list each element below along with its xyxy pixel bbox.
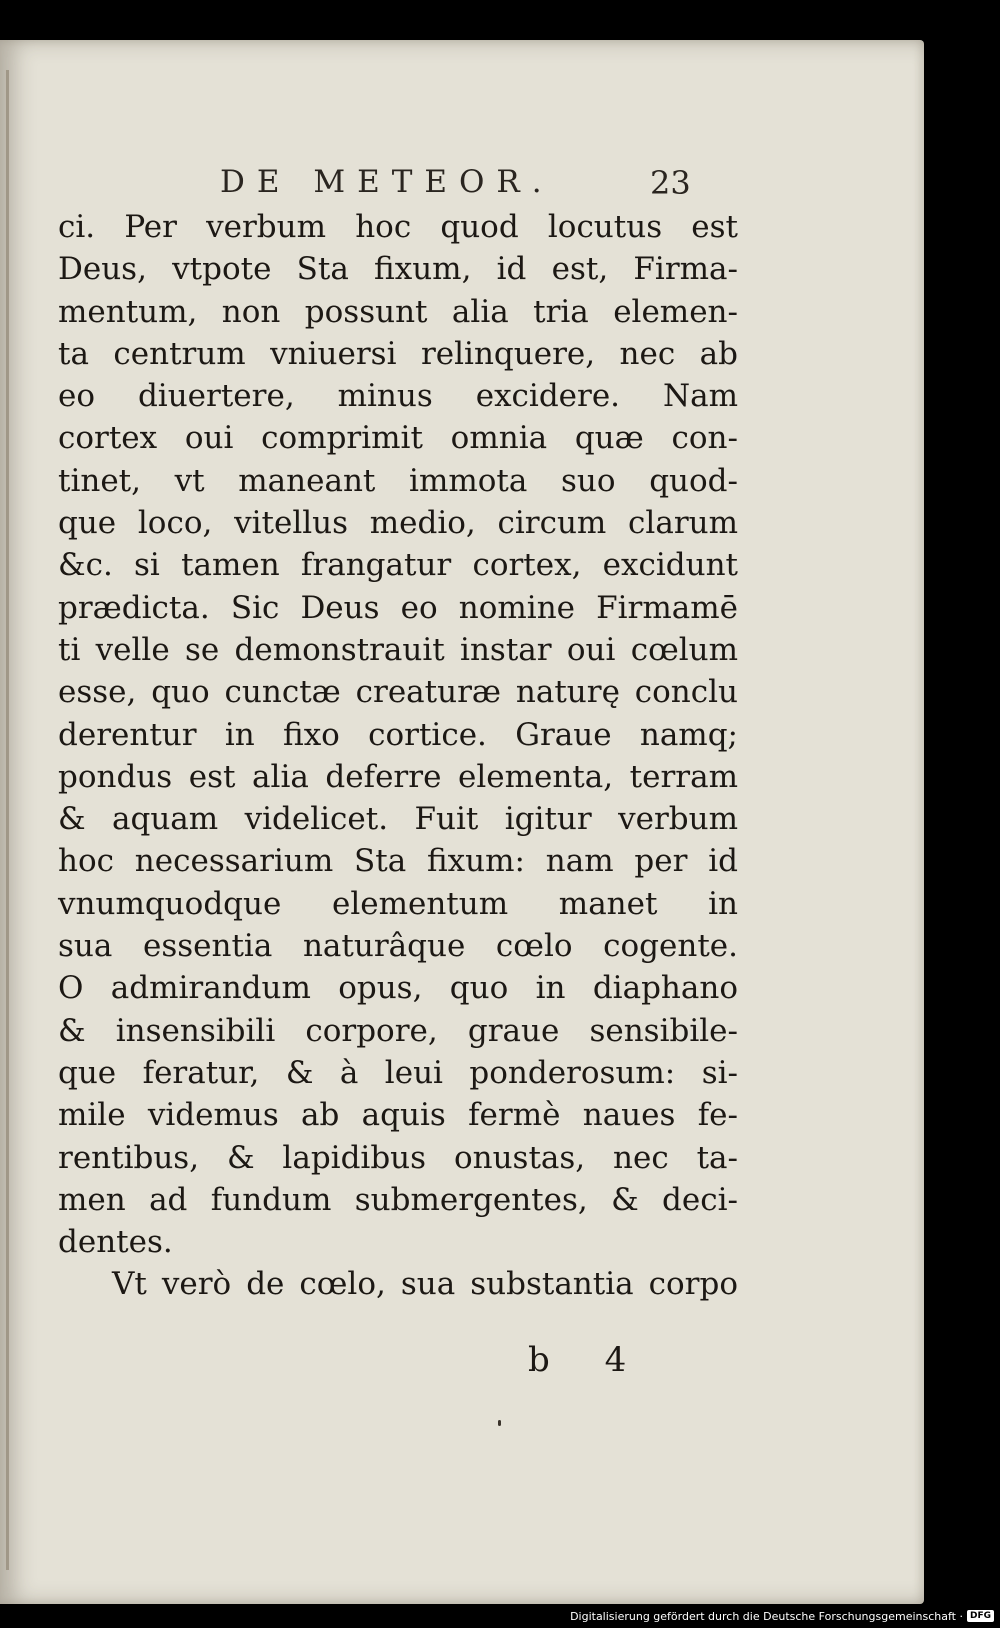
text-line: derentur in fixo cortice. Graue namq; <box>58 716 738 753</box>
ink-speck <box>498 1420 501 1426</box>
text-line: Deus, vtpote Sta fixum, id est, Firma- <box>58 251 738 288</box>
page-header <box>210 124 710 202</box>
text-line: & aquam videlicet. Fuit igitur verbum <box>58 801 738 838</box>
text-line: hoc necessarium Sta fixum: nam per id <box>58 843 738 880</box>
text-line: O admirandum opus, quo in diaphano <box>58 970 738 1007</box>
text-line: que loco, vitellus medio, circum clarum <box>58 505 738 542</box>
text-line: mentum, non possunt alia tria elemen- <box>58 293 738 330</box>
text-line: cortex oui comprimit omnia quæ con- <box>58 420 738 457</box>
digitization-credit <box>570 1606 994 1626</box>
text-line: ti velle se demonstrauit instar oui cœlum <box>58 631 738 668</box>
text-line: Vt verò de cœlo, sua substantia corpo <box>112 1266 738 1303</box>
text-line: &c. si tamen frangatur cortex, excidunt <box>58 547 738 584</box>
running-head: DE METEOR. <box>220 164 554 200</box>
text-line: esse, quo cunctæ creaturæ naturę conclu <box>58 674 738 711</box>
text-line: sua essentia naturâque cœlo cogente. <box>58 928 738 965</box>
page-number: 23 <box>650 164 691 202</box>
text-line: ci. Per verbum hoc quod locutus est <box>58 209 738 245</box>
text-line: pondus est alia deferre elementa, terram <box>58 758 738 795</box>
text-line: que feratur, & à leui ponderosum: si- <box>58 1054 738 1091</box>
body-text <box>58 206 738 1306</box>
text-line: rentibus, & lapidibus onustas, nec ta- <box>58 1139 738 1176</box>
text-line: tinet, vt maneant immota suo quod- <box>58 462 738 499</box>
text-line: eo diuertere, minus excidere. Nam <box>58 378 738 415</box>
text-line: vnumquodque elementum manet in <box>58 885 738 922</box>
text-line: mile videmus ab aquis fermè naues fe- <box>58 1097 738 1134</box>
credit-text: Digitalisierung gefördert durch die Deutsche Forschungsgemeinschaft · <box>570 1609 963 1623</box>
dfg-logo-icon: DFG <box>967 1610 994 1622</box>
book-page <box>0 40 924 1604</box>
text-line: ta centrum vniuersi relinquere, nec ab <box>58 335 738 372</box>
text-line: men ad fundum submergentes, & deci- <box>58 1181 738 1218</box>
signature-mark: b 4 <box>528 1340 649 1380</box>
text-line: & insensibili corpore, graue sensibile- <box>58 1012 738 1049</box>
page-gutter-edge <box>6 70 9 1570</box>
text-line: prædicta. Sic Deus eo nomine Firmamē <box>58 589 738 626</box>
text-line: dentes. <box>58 1224 173 1261</box>
